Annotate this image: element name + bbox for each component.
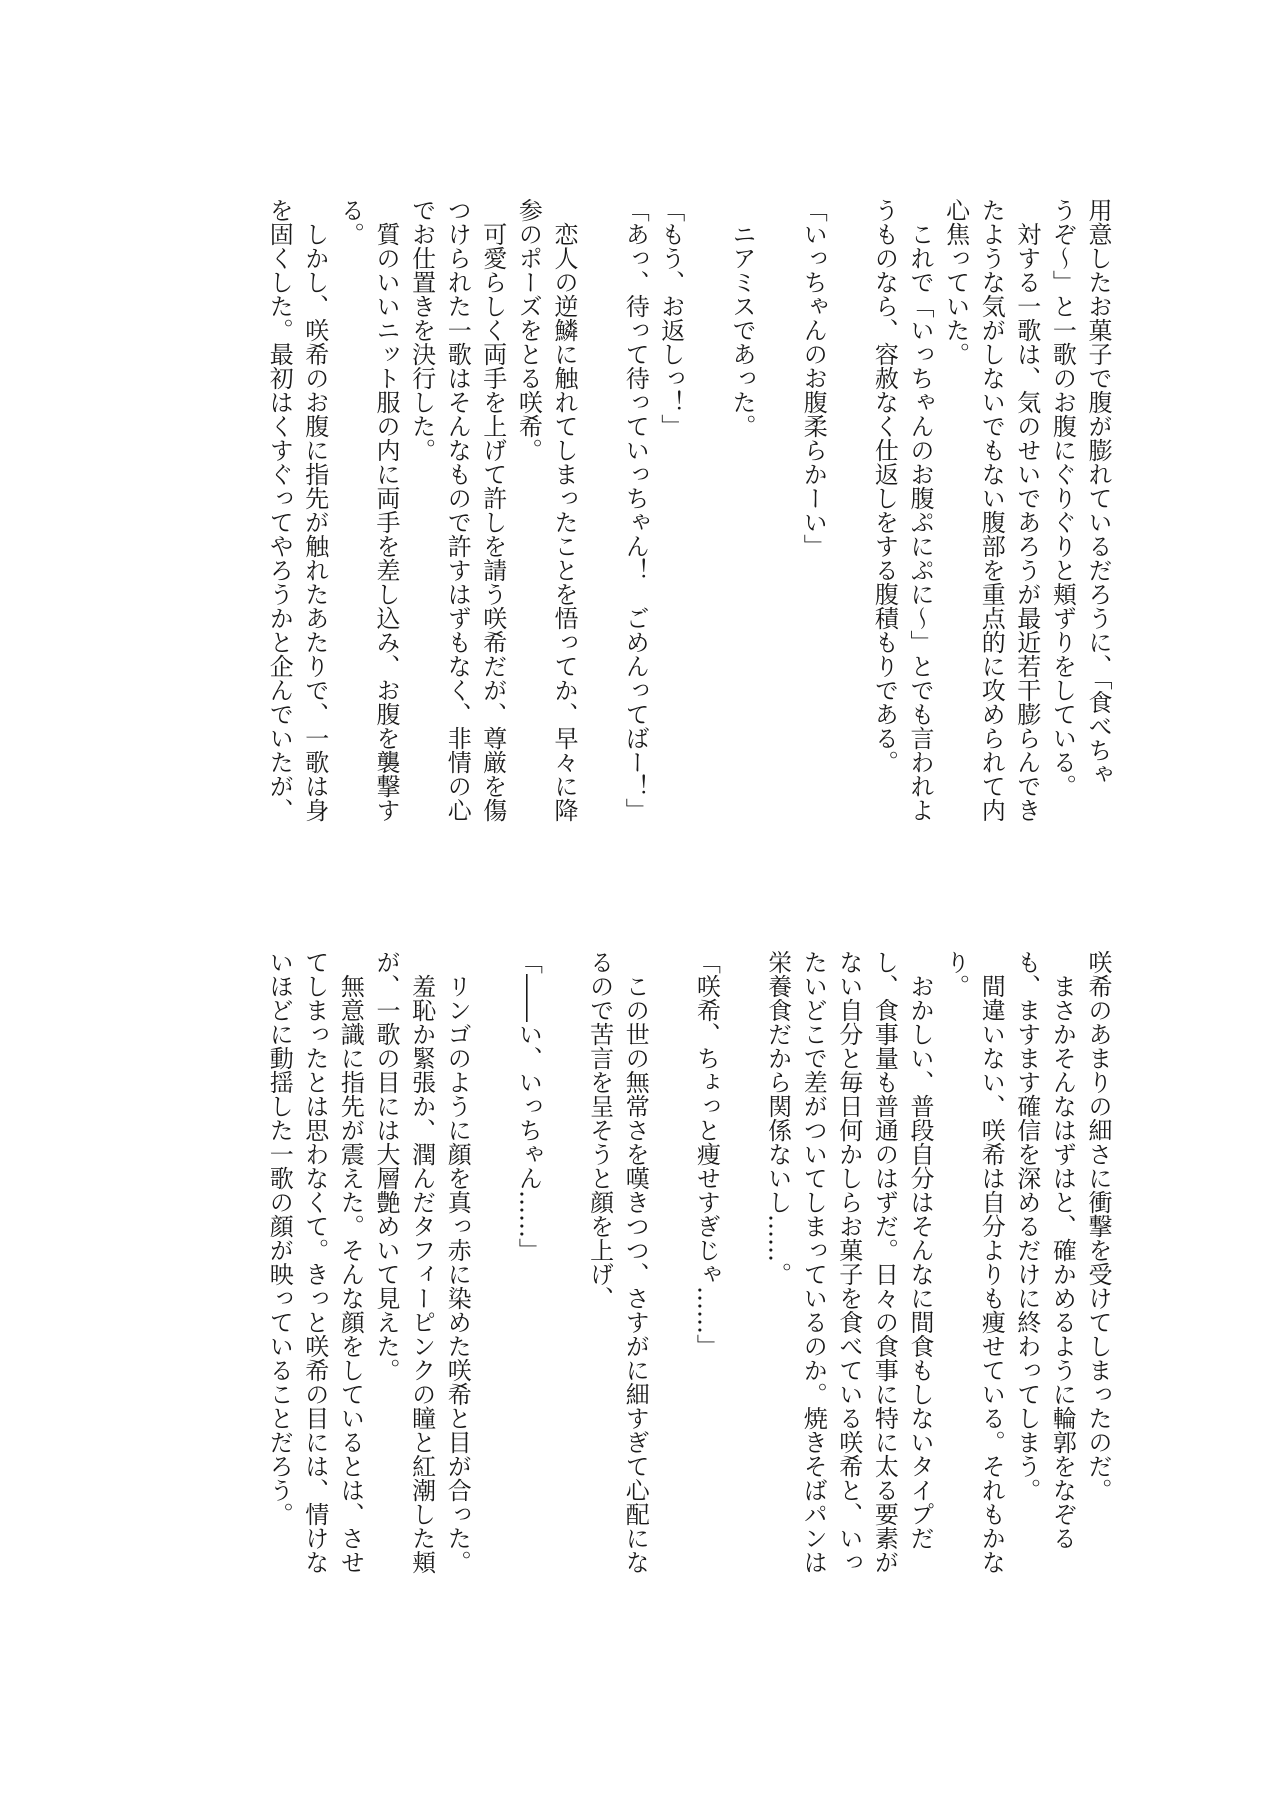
text-column: うぞ～」と一歌のお腹にぐりぐりと頬ずりをしている。 xyxy=(1048,198,1077,798)
text-column: し、食事量も普通のはずだ。日々の食事に特に太る要素が xyxy=(870,950,899,1574)
text-column: 恋人の逆鱗に触れてしまったことを悟ってか、早々に降 xyxy=(550,198,578,822)
text-column: 間違いない、咲希は自分よりも痩せている。それもかな xyxy=(977,950,1006,1574)
text-column: つけられた一歌はそんなもので許すはずもなく、非情の心 xyxy=(443,198,472,822)
text-column: 可愛らしく両手を上げて許しを請う咲希だが、尊厳を傷 xyxy=(478,198,507,822)
text-column: 「もう、お返しっ！」 xyxy=(656,198,685,438)
text-column: る。 xyxy=(336,198,365,246)
text-column: ない自分と毎日何かしらお菓子を食べている咲希と、いっ xyxy=(834,950,863,1574)
text-column: ニアミスであった。 xyxy=(728,198,756,438)
text-column: 対する一歌は、気のせいであろうが最近若干膨らんでき xyxy=(1012,198,1041,822)
text-block-bottom xyxy=(0,950,1280,1574)
text-column: 用意したお菓子で腹が膨れているだろうに、「食べちゃ xyxy=(1084,198,1112,786)
text-column: いほどに動揺した一歌の顔が映っていることだろう。 xyxy=(265,950,294,1526)
text-column: も、ますます確信を深めるだけに終わってしまう。 xyxy=(1012,950,1041,1502)
text-column: が、一歌の目には大層艶めいて見えた。 xyxy=(372,950,400,1382)
text-column: 「――い、いっちゃん……」 xyxy=(514,950,543,1262)
text-column: 羞恥か緊張か、潤んだタフィーピンクの瞳と紅潮した頬 xyxy=(407,950,436,1574)
text-column: 「いっちゃんのお腹柔らかーい」 xyxy=(799,198,828,558)
text-column: 無意識に指先が震えた。そんな顔をしているとは、させ xyxy=(336,950,365,1574)
text-column: リンゴのように顔を真っ赤に染めた咲希と目が合った。 xyxy=(443,950,472,1574)
text-column: 栄養食だから関係ないし……。 xyxy=(763,950,792,1286)
text-column: 質のいいニット服の内に両手を差し込み、お腹を襲撃す xyxy=(372,198,400,822)
text-column: これで「いっちゃんのお腹ぷにぷに～」とでも言われよ xyxy=(906,198,934,822)
text-column: うものなら、容赦なく仕返しをする腹積もりである。 xyxy=(870,198,899,774)
text-column: 心焦っていた。 xyxy=(941,198,970,366)
text-column: るので苦言を呈そうと顔を上げ、 xyxy=(585,950,614,1310)
text-column: おかしい、普段自分はそんなに間食もしないタイプだ xyxy=(906,950,934,1550)
text-column: 咲希のあまりの細さに衝撃を受けてしまったのだ。 xyxy=(1084,950,1112,1502)
text-column: この世の無常さを嘆きつつ、さすがに細すぎて心配にな xyxy=(621,950,650,1574)
text-column: たような気がしないでもない腹部を重点的に攻められて内 xyxy=(977,198,1006,822)
text-column: まさかそんなはずはと、確かめるように輪郭をなぞる xyxy=(1048,950,1077,1550)
text-column: 参のポーズをとる咲希。 xyxy=(514,198,543,462)
text-column: を固くした。最初はくすぐってやろうかと企んでいたが、 xyxy=(265,198,294,822)
text-column: でお仕置きを決行した。 xyxy=(407,198,436,462)
text-column: しかし、咲希のお腹に指先が触れたあたりで、一歌は身 xyxy=(300,198,329,822)
text-column: たいどこで差がついてしまっているのか。焼きそばパンは xyxy=(799,950,828,1574)
text-column: てしまったとは思わなくて。きっと咲希の目には、情けな xyxy=(300,950,329,1574)
text-column: 「あっ、待って待っていっちゃん！ ごめんってばー！」 xyxy=(621,198,650,822)
text-column: 「咲希、ちょっと痩せすぎじゃ……」 xyxy=(692,950,721,1358)
text-block-top xyxy=(0,198,1280,822)
text-column: り。 xyxy=(941,950,970,998)
